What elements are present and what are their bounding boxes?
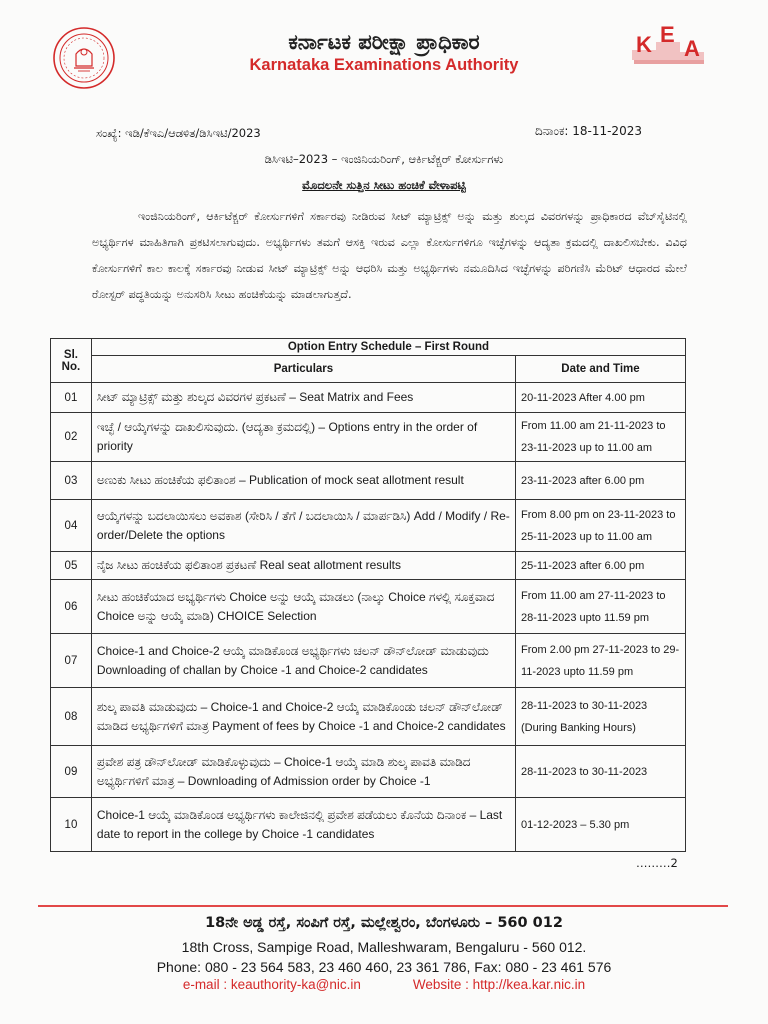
kea-logo: [628, 22, 710, 78]
column-header-date-time: Date and Time: [515, 356, 685, 383]
contact-line: [0, 977, 768, 992]
row-date: From 11.00 am 21-11-2023 to 23-11-2023 up to 11.00 am: [515, 413, 685, 462]
schedule-heading-kannada: ಮೊದಲನೇ ಸುತ್ತಿನ ಸೀಟು ಹಂಚಿಕೆ ವೇಳಾಪಟ್ಟಿ: [302, 178, 466, 192]
row-particulars: ಶುಲ್ಕ ಪಾವತಿ ಮಾಡುವುದು – Choice-1 and Choice-2 ಆಯ್ಕೆ ಮಾಡಿಕೊಂಡು ಚಲನ್ ಡೌನ್‌ಲೋಡ್ ಮಾಡಿದ ಅಭ್ಯರ್ಥಿಗಳಿಗೆ ಮಾತ್ರ Payment of fees by Choice -1 and Choice-2 candidates: [91, 688, 515, 746]
row-particulars: Choice-1 ಆಯ್ಕೆ ಮಾಡಿಕೊಂಡ ಅಭ್ಯರ್ಥಿಗಳು ಕಾಲೇಜಿನಲ್ಲಿ ಪ್ರವೇಶ ಪಡೆಯಲು ಕೊನೆಯ ದಿನಾಂಕ – Last date to report in the college by Choice -1 candidates: [91, 798, 515, 852]
table-row: [51, 413, 686, 462]
row-date: 28-11-2023 to 30-11-2023: [515, 746, 685, 798]
row-particulars: ಸೀಟ್ ಮ್ಯಾಟ್ರಿಕ್ಸ್ ಮತ್ತು ಶುಲ್ಕದ ವಿವರಗಳ ಪ್ರಕಟಣೆ – Seat Matrix and Fees: [91, 383, 515, 413]
row-date: 25-11-2023 after 6.00 pm: [515, 552, 685, 580]
row-date: From 2.00 pm 27-11-2023 to 29-11-2023 upto 11.59 pm: [515, 634, 685, 688]
row-number: 07: [51, 634, 92, 688]
row-number: 03: [51, 462, 92, 500]
row-date: 23-11-2023 after 6.00 pm: [515, 462, 685, 500]
no-label: No.: [61, 360, 81, 373]
row-date: From 11.00 am 27-11-2023 to 28-11-2023 upto 11.59 pm: [515, 580, 685, 634]
document-date: ದಿನಾಂಕ: 18-11-2023: [535, 124, 642, 138]
kea-logo-letter-k: K: [636, 32, 652, 57]
authority-title-kannada: ಕರ್ನಾಟಕ ಪರೀಕ್ಷಾ ಪ್ರಾಧಿಕಾರ: [288, 30, 480, 54]
table-row: [51, 634, 686, 688]
table-header-row: [51, 339, 686, 356]
address-english: 18th Cross, Sampige Road, Malleshwaram, Bengaluru - 560 012.: [181, 939, 587, 955]
table-row: [51, 552, 686, 580]
authority-title-english: Karnataka Examinations Authority: [249, 56, 519, 74]
row-date: From 8.00 pm on 23-11-2023 to 25-11-2023 up to 11.00 am: [515, 500, 685, 552]
subject-line: ಡಿಸಿಇಟಿ–2023 – ಇಂಜಿನಿಯರಿಂಗ್, ಆರ್ಕಿಟೆಕ್ಚರ್ ಕೋರ್ಸುಗಳು: [264, 152, 504, 166]
table-subheader-row: [51, 356, 686, 383]
row-date: 20-11-2023 After 4.00 pm: [515, 383, 685, 413]
table-row: [51, 500, 686, 552]
row-date: 28-11-2023 to 30-11-2023 (During Banking Hours): [515, 688, 685, 746]
row-particulars: Choice-1 and Choice-2 ಆಯ್ಕೆ ಮಾಡಿಕೊಂಡ ಅಭ್ಯರ್ಥಿಗಳು ಚಲನ್ ಡೌನ್‌ಲೋಡ್ ಮಾಡುವುದು Downloading of challan by Choice -1 and Choice-2 candidates: [91, 634, 515, 688]
row-number: 06: [51, 580, 92, 634]
table-row: [51, 688, 686, 746]
row-particulars: ಪ್ರವೇಶ ಪತ್ರ ಡೌನ್‌ಲೋಡ್ ಮಾಡಿಕೊಳ್ಳುವುದು – Choice-1 ಆಯ್ಕೆ ಮಾಡಿ ಶುಲ್ಕ ಪಾವತಿ ಮಾಡಿದ ಅಭ್ಯರ್ಥಿಗಳಿಗೆ ಮಾತ್ರ – Downloading of Admission order by Choice -1: [91, 746, 515, 798]
row-particulars: ನೈಜ ಸೀಟು ಹಂಚಿಕೆಯ ಫಲಿತಾಂಶ ಪ್ರಕಟಣೆ Real seat allotment results: [91, 552, 515, 580]
row-number: 01: [51, 383, 92, 413]
row-number: 09: [51, 746, 92, 798]
option-entry-schedule-table: [50, 338, 686, 852]
row-number: 02: [51, 413, 92, 462]
table-row: [51, 746, 686, 798]
table-row: [51, 580, 686, 634]
table-title: Option Entry Schedule – First Round: [91, 339, 685, 356]
row-number: 08: [51, 688, 92, 746]
email-link[interactable]: e-mail : keauthority-ka@nic.in: [182, 977, 361, 992]
phone-fax: Phone: 080 - 23 564 583, 23 460 460, 23 361 786, Fax: 080 - 23 461 576: [156, 959, 612, 975]
row-date: 01-12-2023 – 5.30 pm: [515, 798, 685, 852]
page-indicator: ………2: [636, 856, 678, 870]
address-kannada: 18ನೇ ಅಡ್ಡ ರಸ್ತೆ, ಸಂಪಿಗೆ ರಸ್ತೆ, ಮಲ್ಲೇಶ್ವರಂ, ಬೆಂಗಳೂರು – 560 012: [205, 915, 563, 931]
kea-logo-letter-a: A: [684, 36, 700, 61]
table-row: [51, 383, 686, 413]
table-row: [51, 798, 686, 852]
intro-paragraph: ಇಂಜಿನಿಯರಿಂಗ್, ಆರ್ಕಿಟೆಕ್ಚರ್ ಕೋರ್ಸುಗಳಿಗೆ ಸರ್ಕಾರವು ನೀಡಿರುವ ಸೀಟ್ ಮ್ಯಾಟ್ರಿಕ್ಸ್ ಅನ್ನು ಮತ್ತು ಶುಲ್ಕದ ವಿವರಗಳನ್ನು ಪ್ರಾಧಿಕಾರದ ವೆಬ್‌ಸೈಟಿನಲ್ಲಿ ಅಭ್ಯರ್ಥಿಗಳ ಮಾಹಿತಿಗಾಗಿ ಪ್ರಕಟಿಸಲಾಗುವುದು. ಅಭ್ಯರ್ಥಿಗಳು ತಮಗೆ ಆಸಕ್ತಿ ಇರುವ ಎಲ್ಲಾ ಕೋರ್ಸುಗಳಿಗೂ ಇಚ್ಛೆಗಳನ್ನು ಆದ್ಯತಾ ಕ್ರಮದಲ್ಲಿ ದಾಖಲಿಸಬೇಕು. ವಿವಿಧ ಕೋರ್ಸುಗಳಿಗೆ ಕಾಲ ಕಾಲಕ್ಕೆ ಸರ್ಕಾರವು ನೀಡುವ ಸೀಟ್ ಮ್ಯಾಟ್ರಿಕ್ಸ್ ಅನ್ನು ಆಧರಿಸಿ ಮತ್ತು ಅಭ್ಯರ್ಥಿಗಳು ನಮೂದಿಸಿದ ಇಚ್ಛೆಗಳನ್ನು ಪರಿಗಣಿಸಿ ಮೆರಿಟ್ ಆಧಾರದ ಮೇಲೆ ರೋಸ್ಟರ್ ಪದ್ಧತಿಯನ್ನು ಅನುಸರಿಸಿ ಸೀಟು ಹಂಚಿಕೆಯನ್ನು ಮಾಡಲಾಗುತ್ತದೆ.: [92, 210, 687, 301]
table-row: [51, 462, 686, 500]
kea-logo-letter-e: E: [660, 22, 675, 47]
row-particulars: ಇಚ್ಛೆ / ಆಯ್ಕೆಗಳನ್ನು ದಾಖಲಿಸುವುದು. (ಆದ್ಯತಾ ಕ್ರಮದಲ್ಲಿ) – Options entry in the order of priority: [91, 413, 515, 462]
footer-divider: [38, 905, 728, 907]
row-number: 04: [51, 500, 92, 552]
column-header-sl-no: [51, 339, 92, 383]
row-particulars: ಅಣುಕು ಸೀಟು ಹಂಚಿಕೆಯ ಫಲಿತಾಂಶ – Publication of mock seat allotment result: [91, 462, 515, 500]
row-number: 10: [51, 798, 92, 852]
row-particulars: ಆಯ್ಕೆಗಳನ್ನು ಬದಲಾಯಿಸಲು ಅವಕಾಶ (ಸೇರಿಸಿ / ತೆಗೆ / ಬದಲಾಯಿಸಿ / ಮಾರ್ಪಡಿಸಿ) Add / Modify / Re-order/Delete the options: [91, 500, 515, 552]
website-link[interactable]: Website : http://kea.kar.nic.in: [412, 977, 586, 992]
row-number: 05: [51, 552, 92, 580]
row-particulars: ಸೀಟು ಹಂಚಿಕೆಯಾದ ಅಭ್ಯರ್ಥಿಗಳು Choice ಅನ್ನು ಆಯ್ಕೆ ಮಾಡಲು (ನಾಲ್ಕು Choice ಗಳಲ್ಲಿ ಸೂಕ್ತವಾದ Choice ಅನ್ನು ಆಯ್ಕೆ ಮಾಡಿ) CHOICE Selection: [91, 580, 515, 634]
sl-label: Sl.: [63, 348, 78, 361]
reference-number: ಸಂಖ್ಯೆ: ಇಡಿ/ಕೆಇಎ/ಆಡಳಿತ/ಡಿಸಿಇಟಿ/2023: [96, 126, 261, 140]
column-header-particulars: Particulars: [91, 356, 515, 383]
